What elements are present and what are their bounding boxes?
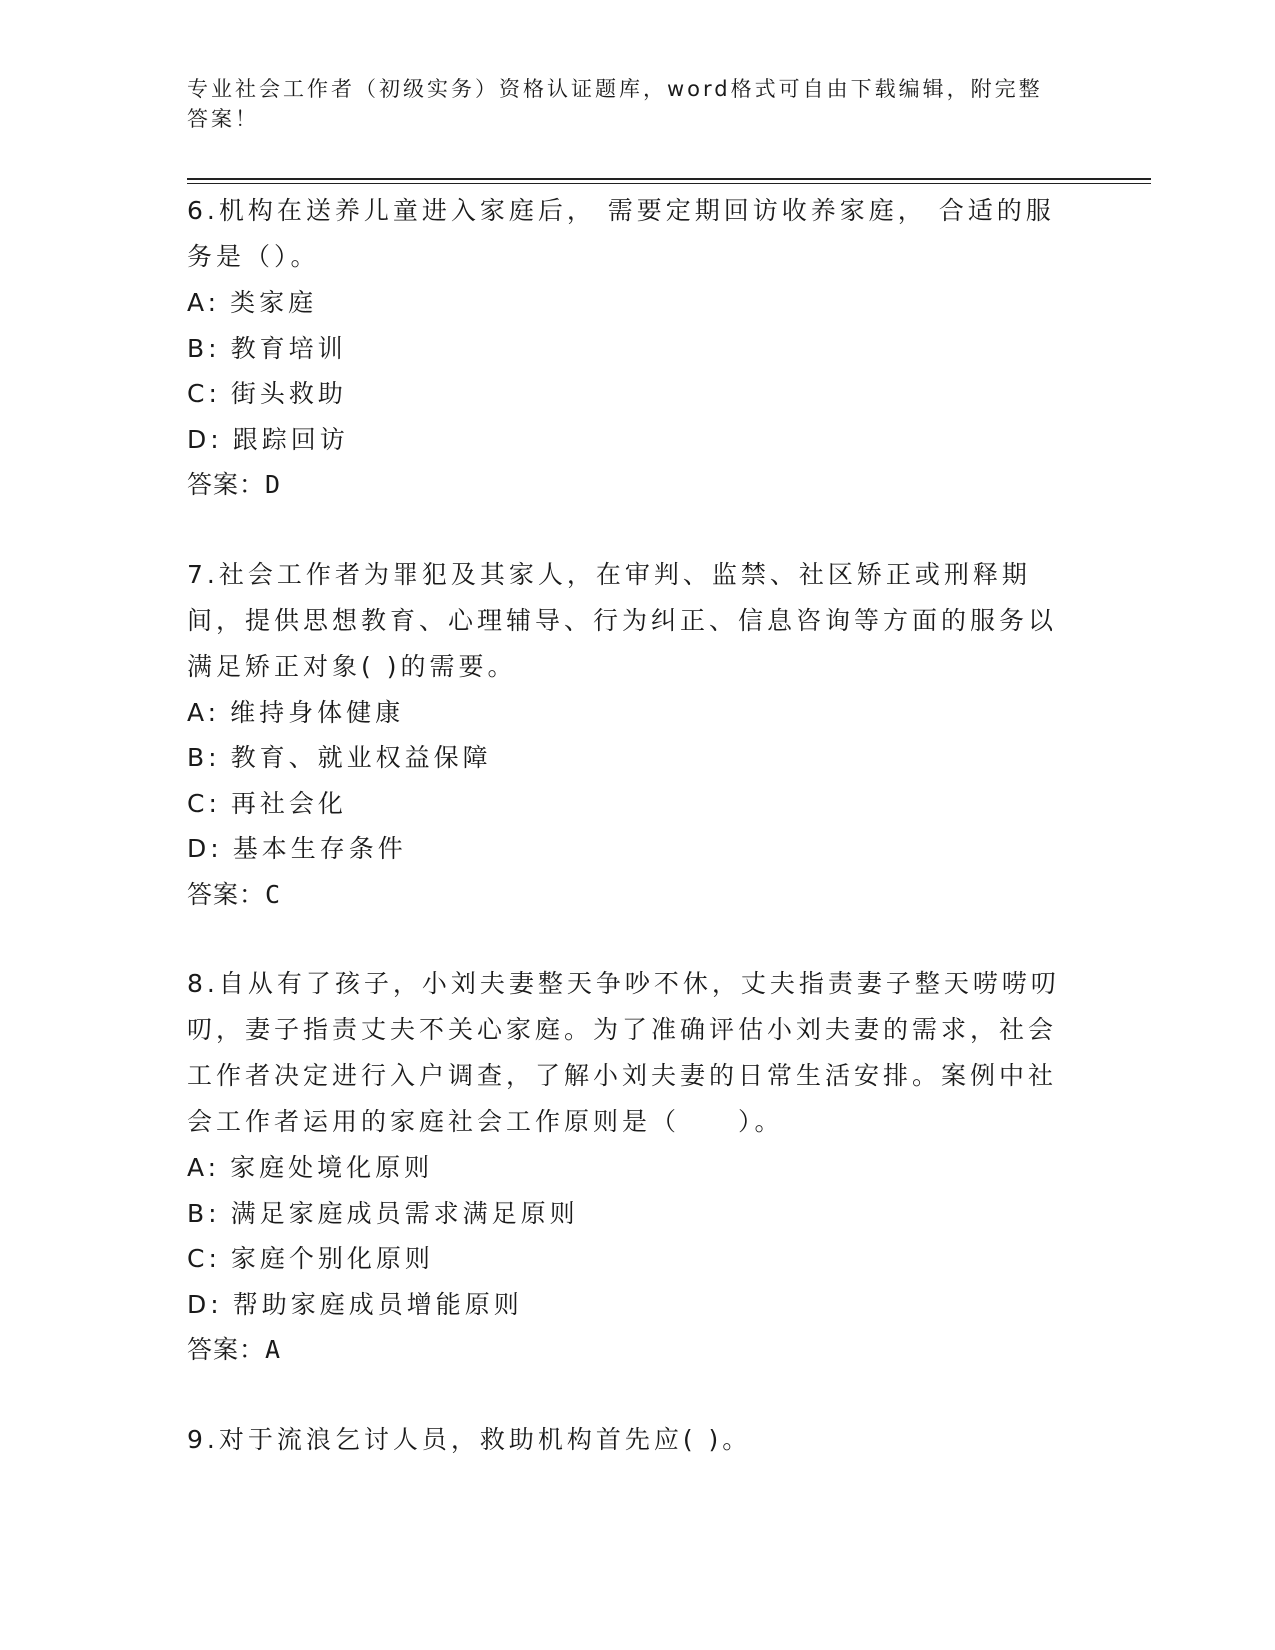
answer-value: C (265, 879, 282, 909)
option-c (187, 371, 1067, 417)
question-list (187, 188, 1067, 1463)
question-8 (187, 961, 1067, 1373)
answer-label: 答案： (187, 1335, 266, 1364)
option-text: 教育培训 (230, 333, 347, 363)
option-text: 教育、就业权益保障 (230, 743, 492, 772)
option-c (187, 781, 1067, 827)
option-text: 类家庭 (230, 288, 318, 317)
option-a (187, 1145, 1067, 1191)
answer-line (187, 462, 1067, 508)
question-text: 8.自从有了孩子，小刘夫妻整天争吵不休，丈夫指责妻子整天唠唠叨叨，妻子指责丈夫不关心家庭。为了准确评估小刘夫妻的需求，社会工作者决定进行入户调查，了解小刘夫妻的日常生活安排。案例中社会工作者运用的家庭社会工作原则是（ ）。 (187, 969, 1060, 1136)
answer-label: 答案： (187, 879, 266, 909)
option-text: 再社会化 (230, 788, 347, 818)
option-d (187, 826, 1067, 872)
option-key: D: (187, 1289, 223, 1319)
option-text: 满足家庭成员需求满足原则 (230, 1198, 579, 1228)
header-line-2: 答案！ (187, 107, 259, 131)
option-key: D: (187, 834, 223, 863)
question-6 (187, 188, 1067, 508)
option-key: C: (187, 379, 221, 408)
option-text: 家庭处境化原则 (230, 1153, 434, 1182)
question-text: 9.对于流浪乞讨人员，救助机构首先应( )。 (187, 1424, 752, 1454)
option-key: A: (187, 697, 221, 727)
header-line-1: 专业社会工作者（初级实务）资格认证题库，word格式可自由下载编辑，附完整 (187, 77, 1043, 101)
option-key: B: (187, 1198, 221, 1228)
option-key: D: (187, 424, 223, 454)
option-a (187, 280, 1067, 326)
question-spacer (187, 1373, 1067, 1417)
option-text: 维持身体健康 (230, 697, 405, 727)
option-key: B: (187, 333, 221, 363)
option-a (187, 690, 1067, 736)
question-7 (187, 552, 1067, 918)
option-text: 帮助家庭成员增能原则 (232, 1289, 523, 1319)
option-key: C: (187, 1244, 221, 1273)
option-key: C: (187, 788, 221, 818)
option-key: B: (187, 743, 221, 772)
option-text: 跟踪回访 (232, 424, 349, 454)
option-b (187, 1191, 1067, 1237)
question-text: 7.社会工作者为罪犯及其家人，在审判、监禁、社区矫正或刑释期间，提供思想教育、心理辅导、行为纠正、信息咨询等方面的服务以满足矫正对象( )的需要。 (187, 559, 1058, 681)
option-d (187, 417, 1067, 463)
option-key: A: (187, 1153, 221, 1182)
question-9 (187, 1417, 1067, 1463)
question-spacer (187, 917, 1067, 961)
answer-line (187, 1327, 1067, 1373)
answer-value: A (265, 1335, 282, 1364)
option-text: 家庭个别化原则 (230, 1244, 434, 1273)
answer-value: D (265, 470, 282, 499)
header-divider-thick (187, 178, 1151, 180)
question-text: 6.机构在送养儿童进入家庭后， 需要定期回访收养家庭， 合适的服务是（）。 (187, 196, 1055, 271)
option-text: 基本生存条件 (232, 834, 407, 863)
option-text: 街头救助 (230, 379, 347, 408)
option-b (187, 326, 1067, 372)
option-key: A: (187, 288, 221, 317)
option-b (187, 735, 1067, 781)
header-divider-thin (187, 183, 1151, 184)
document-header (187, 74, 1067, 134)
question-spacer (187, 508, 1067, 552)
option-d (187, 1282, 1067, 1328)
answer-line (187, 872, 1067, 918)
option-c (187, 1236, 1067, 1282)
answer-label: 答案： (187, 470, 266, 499)
